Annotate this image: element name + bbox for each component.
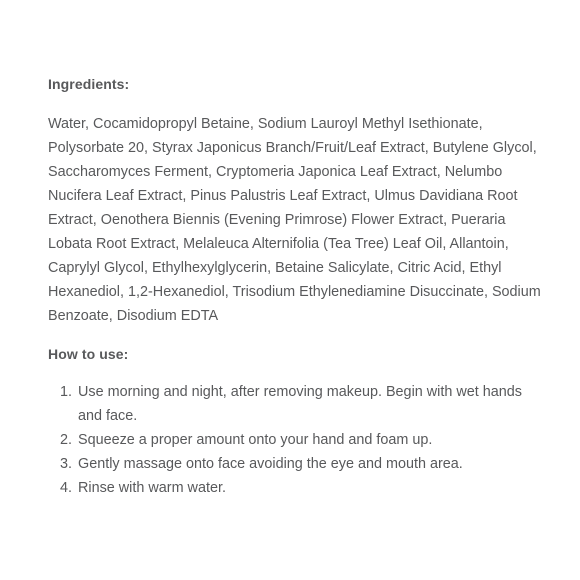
step-number: 4. <box>59 480 72 496</box>
how-to-use-steps <box>48 380 548 500</box>
step-text: Gently massage onto face avoiding the eye and mouth area. <box>78 456 463 472</box>
step-item <box>48 476 548 500</box>
step-number: 3. <box>59 456 72 472</box>
step-item <box>48 452 548 476</box>
step-number: 1. <box>59 384 72 400</box>
step-text: Squeeze a proper amount onto your hand and foam up. <box>78 432 433 448</box>
how-to-use-heading: How to use: <box>48 346 129 362</box>
step-item <box>48 380 548 428</box>
step-text: Rinse with warm water. <box>78 480 226 496</box>
ingredients-heading: Ingredients: <box>48 76 130 92</box>
step-text: Use morning and night, after removing makeup. Begin with wet hands and face. <box>78 384 522 424</box>
ingredients-list: Water, Cocamidopropyl Betaine, Sodium Lauroyl Methyl Isethionate, Polysorbate 20, Styrax Japonicus Branch/Fruit/Leaf Extract, Butylene Glycol, Saccharomyces Ferment, Cryptomeria Japonica Leaf Extract, Nelumbo Nucifera Leaf Extract, Pinus Palustris Leaf Extract, Ulmus Davidiana Root Extract, Oenothera Biennis (Evening Primrose) Flower Extract, Pueraria Lobata Root Extract, Melaleuca Alternifolia (Tea Tree) Leaf Oil, Allantoin, Caprylyl Glycol, Ethylhexylglycerin, Betaine Salicylate, Citric Acid, Ethyl Hexanediol, 1,2-Hexanediol, Trisodium Ethylenediamine Disuccinate, Sodium Benzoate, Disodium EDTA <box>48 116 541 324</box>
step-number: 2. <box>59 432 72 448</box>
step-item <box>48 428 548 452</box>
